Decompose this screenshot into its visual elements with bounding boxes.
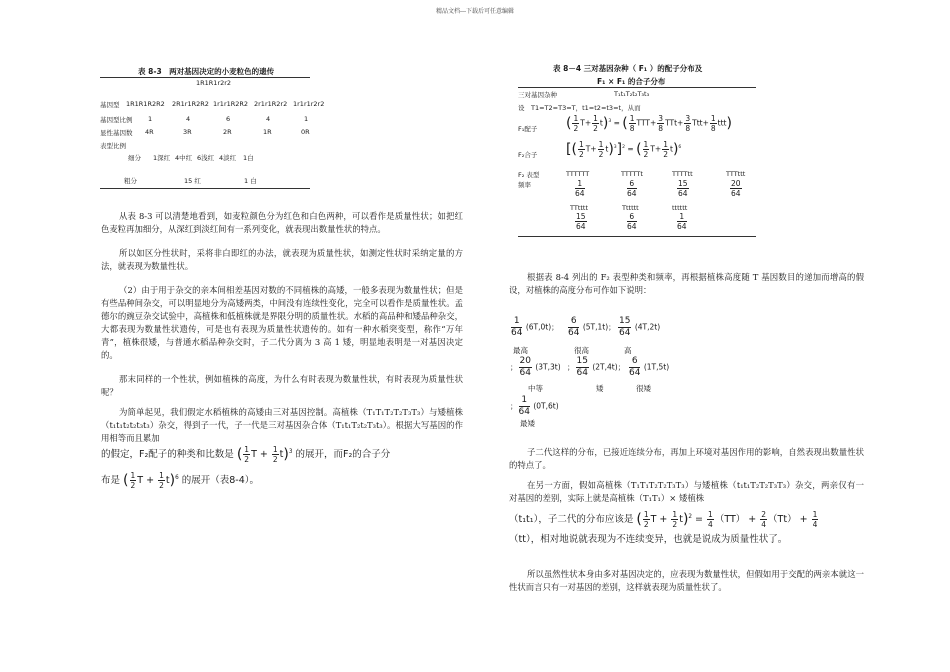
paragraph: 从表 8-3 可以清楚地看到，如麦粒颜色分为红色和白色两种，可以看作是质量性状；如把红色麦粒再加细分，从深红到淡红间有一系列变化，就表现出数量性状的特点。 [101,211,463,234]
formula-text: 的展开，而F₂的合子分 [295,449,391,460]
formula-line: （tt），相对地说就表现为不连续变异，也就是说成为质量性状了。 [509,534,788,545]
cell: 设 T1=T2=T3=T，t1=t2=t3=t，从而 [518,104,641,112]
table-8-3-bottom-rule [100,188,310,189]
dist-item: ； $\frac{15}{64}$ (2T,4t)； [567,356,626,378]
frequency: $\frac{20}{64}$ [731,179,741,198]
frequency: $\frac{15}{64}$ [678,179,688,198]
dist-item: ； $\frac{20}{64}$ (3T,3t) [510,356,561,378]
formula-text: 布是 [101,475,121,486]
formula-line: （t₁t₁），子二代的分布应该是 ( $\frac{1}{2}$ T + $\frac{1}{2}$ t)$^2$ = $\frac{1}{4}$ （TT） + $\frac{2}{4}$ （Tt） + $\frac{1}{4}$ [509,510,818,529]
f2-formula: [( $\frac{1}{2}$ T+ $\frac{1}{2}$ t)$^3$]$^2$ = ( $\frac{1}{2}$ T+ $\frac{1}{2}$ t)$^6$ [566,140,682,159]
paragraph: 根据表 8-4 列出的 F₂ 表型种类和频率，再根据植株高度随 T 基因数目的递加而增高的假设，对植株的高度分布可作如下说明： [509,272,864,295]
paragraph: 子二代这样的分布，已接近连续分布，再加上环境对基因作用的影响，自然表现出数量性状的特点了。 [509,447,864,470]
cell: 1R1R1R2R2 [126,100,165,108]
frequency: $\frac{6}{64}$ [627,179,637,198]
row-label: 细分 [128,154,141,162]
row-label: 基因型 [100,101,120,109]
table-8-4-title: 表 8－4 三对基因杂种（ F₁ ）的配子分布及 [553,64,703,73]
cell: 1 [148,115,153,123]
paragraph: 为简单起见，我们假定水稻植株的高矮由三对基因控制。高植株（T₁T₁T₂T₂T₃T₃）与矮植株（t₁t₁t₂t₂t₃t₃）杂交，得到子一代，子一代是三对基因杂合体（T₁t₁T₂t₂T₃t₃）。根据大写基因的作用相等而且累加 [101,407,463,443]
dist-label: 中等 [528,384,543,393]
f1-formula: ( $\frac{1}{2}$ T+ $\frac{1}{2}$ t)$^3$ = ( $\frac{1}{8}$ TTT+ $\frac{3}{8}$ TTt+ $\frac{3}{8}$ Ttt+ $\frac{1}{8}$ ttt) [566,114,732,133]
cell: 1R [263,128,272,136]
frequency: $\frac{1}{64}$ [575,179,585,198]
cell: 2r1r1R2r2 [254,100,288,108]
cell: 4淡红 [219,154,237,162]
page-header: 精品文档---下载后可任意编辑 [435,8,515,15]
table-8-4 [518,88,758,236]
cell: 1 [304,115,309,123]
table-8-4-subtitle: F₁ × F₁ 的合子分布 [597,77,666,86]
dist-item: $\frac{6}{64}$ (1T,5t) [629,356,670,378]
cell: 1 白 [244,177,257,185]
row-label: 显性基因数 [100,129,133,137]
formula-text: 的展开（表8-4）。 [181,475,260,486]
cell: 1白 [243,154,254,162]
frequency: $\frac{6}{64}$ [627,212,637,231]
cell: 2R1r1R2R2 [172,100,209,108]
row-label: 基因型比例 [100,116,133,124]
phenotype: TTTTTT [566,170,590,178]
cell: 4R [145,128,154,136]
paragraph: 所以虽然性状本身由多对基因决定的，应表现为数量性状，但假如用于交配的两亲本就这一性状而言只有一对基因的差别，这样就表现为质量性状了。 [509,569,864,592]
cell: 4 [266,115,271,123]
dist-item: $\frac{1}{64}$ (6T,0t)； [511,316,559,338]
formula-text: （TT） [714,514,746,525]
cell: 3R [183,128,192,136]
cell: 2R [223,128,232,136]
cell: 0R [301,128,310,136]
row-label: 表型比例 [100,142,126,150]
formula-line: 的假定，F₂配子的种类和比数是 ( $\frac{1}{2}$ T + $\frac{1}{2}$ t)$^3$ 的展开，而F₂的合子分 [101,445,391,464]
cell: 1r1r1R2R2 [213,100,249,108]
formula-text: （Tt） [768,514,797,525]
dist-item: $\frac{6}{64}$ (5T,1t)； [568,316,616,338]
formula-text: 的假定，F₂配子的种类和比数是 [101,449,234,460]
row-label: 三对基因杂种 [518,91,557,99]
parent-genotype: 1R1R1r2r2 [196,79,232,87]
formula-text: （t₁t₁），子二代的分布应该是 [509,514,634,525]
table-8-3-title: 表 8-3 两对基因决定的小麦粒色的遗传 [138,67,275,76]
phenotype: TTTttt [726,170,746,178]
cell: 4 [186,115,191,123]
row-label: F₂合子 [518,151,538,159]
formula-line: 布是 ( $\frac{1}{2}$ T + $\frac{1}{2}$ t)$^6$ 的展开（表8-4）。 [101,471,260,490]
row-label: 粗分 [124,177,137,185]
cell: 1r1r1r2r2 [293,100,325,108]
cell: 6 [226,115,231,123]
cell: 15 红 [184,177,201,185]
phenotype: TTTTTt [621,170,643,178]
paragraph: 在另一方面，假如高植株（T₁T₁T₂T₂T₃T₃）与矮植株（t₁t₁T₂T₂T₃T₃）杂交，两亲仅有一对基因的差别，实际上就是高植株（T₁T₁）× 矮植株 [509,480,864,503]
row-label: 频率 [518,181,531,189]
dist-item: $\frac{15}{64}$ (4T,2t) [619,316,661,338]
row-label: F₂ 表型 [518,171,540,179]
table-8-4-bottom-rule [518,236,756,237]
frequency: $\frac{1}{64}$ [677,212,687,231]
dist-label: 高 [624,346,632,355]
paragraph: （2）由于用于杂交的亲本间相差基因对数的不同植株的高矮，一般多表现为数量性状；但是有些品种间杂交，可以明显地分为高矮两类，中间没有连续性变化，完全可以看作是质量性状。孟德尔的豌豆杂交试验中，高植株和低植株就是界限分明的质量性状。水稻的高品种和矮品种杂交，大都表现为数量性状遗传，可是也有表现为质量性状遗传的。如有一种水稻突变型，称作“万年青”，植株很矮，与普通水稻品种杂交时，子二代分离为 3 高 1 矮，明显地表明是一对基因决定的。 [101,285,463,360]
paragraph: 所以如区分性状时，采将非白即红的办法，就表现为质量性状，如测定性状时采纳定量的方法，就表现为数量性状。 [101,248,463,271]
dist-item: ； $\frac{1}{64}$ (0T,6t) [510,395,559,417]
dist-label: 最高 [513,346,528,355]
dist-label: 矮 [596,384,604,393]
dist-label: 最矮 [520,419,535,428]
dist-label: 很矮 [636,384,651,393]
frequency: $\frac{15}{64}$ [576,212,586,231]
cell: T₁t₁T₂t₂T₃t₃ [614,90,650,98]
phenotype: Tttttt [622,204,639,212]
row-label: F₁配子 [518,125,538,133]
cell: 1深红 [153,154,171,162]
paragraph: 那末同样的一个性状，例如植株的高度，为什么有时表现为数量性状，有时表现为质量性状呢？ [101,374,463,397]
table-8-3 [100,78,325,188]
cell: 6浅红 [197,154,215,162]
phenotype: tttttt [672,204,688,212]
phenotype: TTTTtt [672,170,693,178]
phenotype: TTtttt [570,204,589,212]
cell: 4中红 [175,154,193,162]
dist-label: 很高 [574,346,589,355]
